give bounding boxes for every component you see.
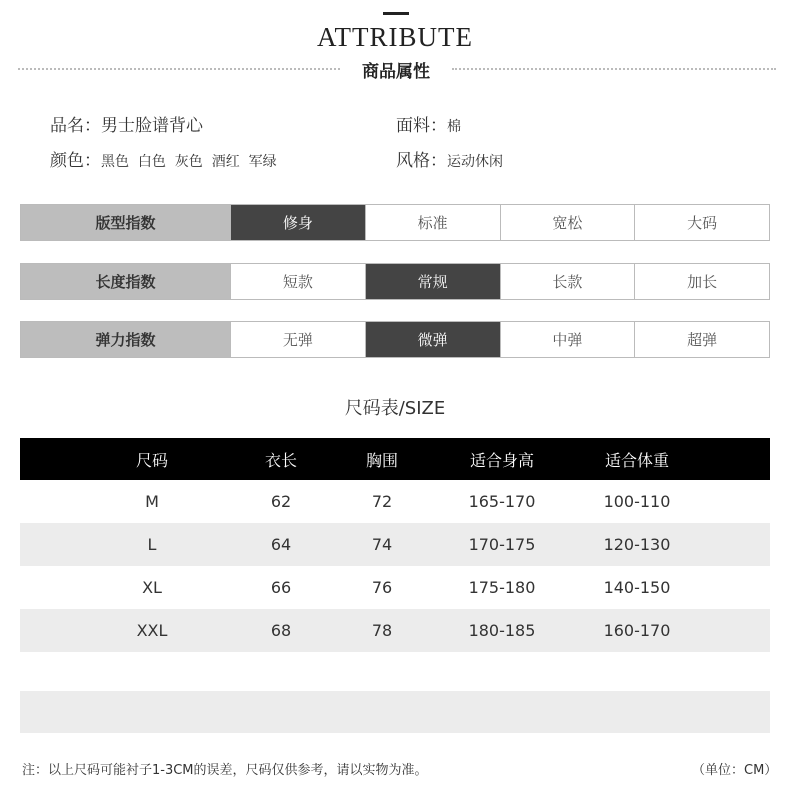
table-cell: 175-180 [468,578,536,597]
dotted-divider-right [452,68,776,70]
prop-fabric-label: 面料： [396,116,447,136]
prop-color [50,146,277,171]
size-chart-title: 尺码表/SIZE [344,398,446,419]
table-cell: 64 [270,535,292,554]
scale-option: 长款 [501,264,636,299]
scale-option: 宽松 [501,205,636,240]
table-cell: 180-185 [468,621,536,640]
scale-option: 短款 [231,264,366,299]
header-cell: 尺码 [135,450,168,470]
size-table-header [20,438,770,480]
header-cell: 胸围 [365,450,398,470]
scale-label: 弹力指数 [21,322,231,357]
table-cell: 62 [270,492,292,511]
table-cell: XL [142,578,162,597]
table-cell: M [145,492,159,511]
empty-table-row [20,691,770,733]
title-accent-bar [383,12,409,15]
table-cell: 78 [371,621,393,640]
prop-fabric [396,111,461,136]
scale-label: 版型指数 [21,205,231,240]
scale-label: 长度指数 [21,264,231,299]
size-table [20,438,770,652]
prop-style [396,146,503,171]
table-cell: L [147,535,157,554]
prop-color-label: 颜色： [50,151,101,171]
scale-option-selected: 修身 [231,205,366,240]
scale-option: 中弹 [501,322,636,357]
table-cell: 74 [371,535,393,554]
table-cell: 100-110 [603,492,671,511]
footer-note: 注：以上尺码可能衬子1-3CM的误差，尺码仅供参考，请以实物为准。 [22,763,428,778]
scale-option-selected: 微弹 [366,322,501,357]
header-cell: 衣长 [264,450,297,470]
scale-option: 超弹 [635,322,769,357]
table-cell: 160-170 [603,621,671,640]
table-cell: 66 [270,578,292,597]
dotted-divider-left [18,68,340,70]
scale-option: 加长 [635,264,769,299]
header-cell: 适合身高 [469,450,534,470]
attribute-subtitle: 商品属性 [362,62,430,82]
table-row [20,609,770,652]
table-cell: 72 [371,492,393,511]
table-row [20,480,770,523]
unit-label: （单位：CM） [692,763,778,778]
scale-option-selected: 常规 [366,264,501,299]
table-cell: 140-150 [603,578,671,597]
table-cell: 170-175 [468,535,536,554]
table-cell: 120-130 [603,535,671,554]
table-cell: 76 [371,578,393,597]
prop-fabric-value: 棉 [447,119,461,135]
table-cell: 165-170 [468,492,536,511]
prop-name-label: 品名： [50,116,101,136]
scale-option: 标准 [366,205,501,240]
table-row [20,566,770,609]
scale-length [20,263,770,300]
prop-name-value: 男士脸谱背心 [101,116,203,136]
scale-fit [20,204,770,241]
scale-option: 无弹 [231,322,366,357]
prop-name [50,111,203,136]
table-row [20,523,770,566]
scale-option: 大码 [635,205,769,240]
header-cell: 适合体重 [604,450,669,470]
prop-color-value: 黑色 白色 灰色 酒红 军绿 [101,154,277,170]
attribute-title: ATTRIBUTE [317,22,473,52]
table-cell: 68 [270,621,292,640]
prop-style-label: 风格： [396,151,447,171]
table-cell: XXL [136,621,168,640]
scale-stretch [20,321,770,358]
prop-style-value: 运动休闲 [447,154,503,170]
